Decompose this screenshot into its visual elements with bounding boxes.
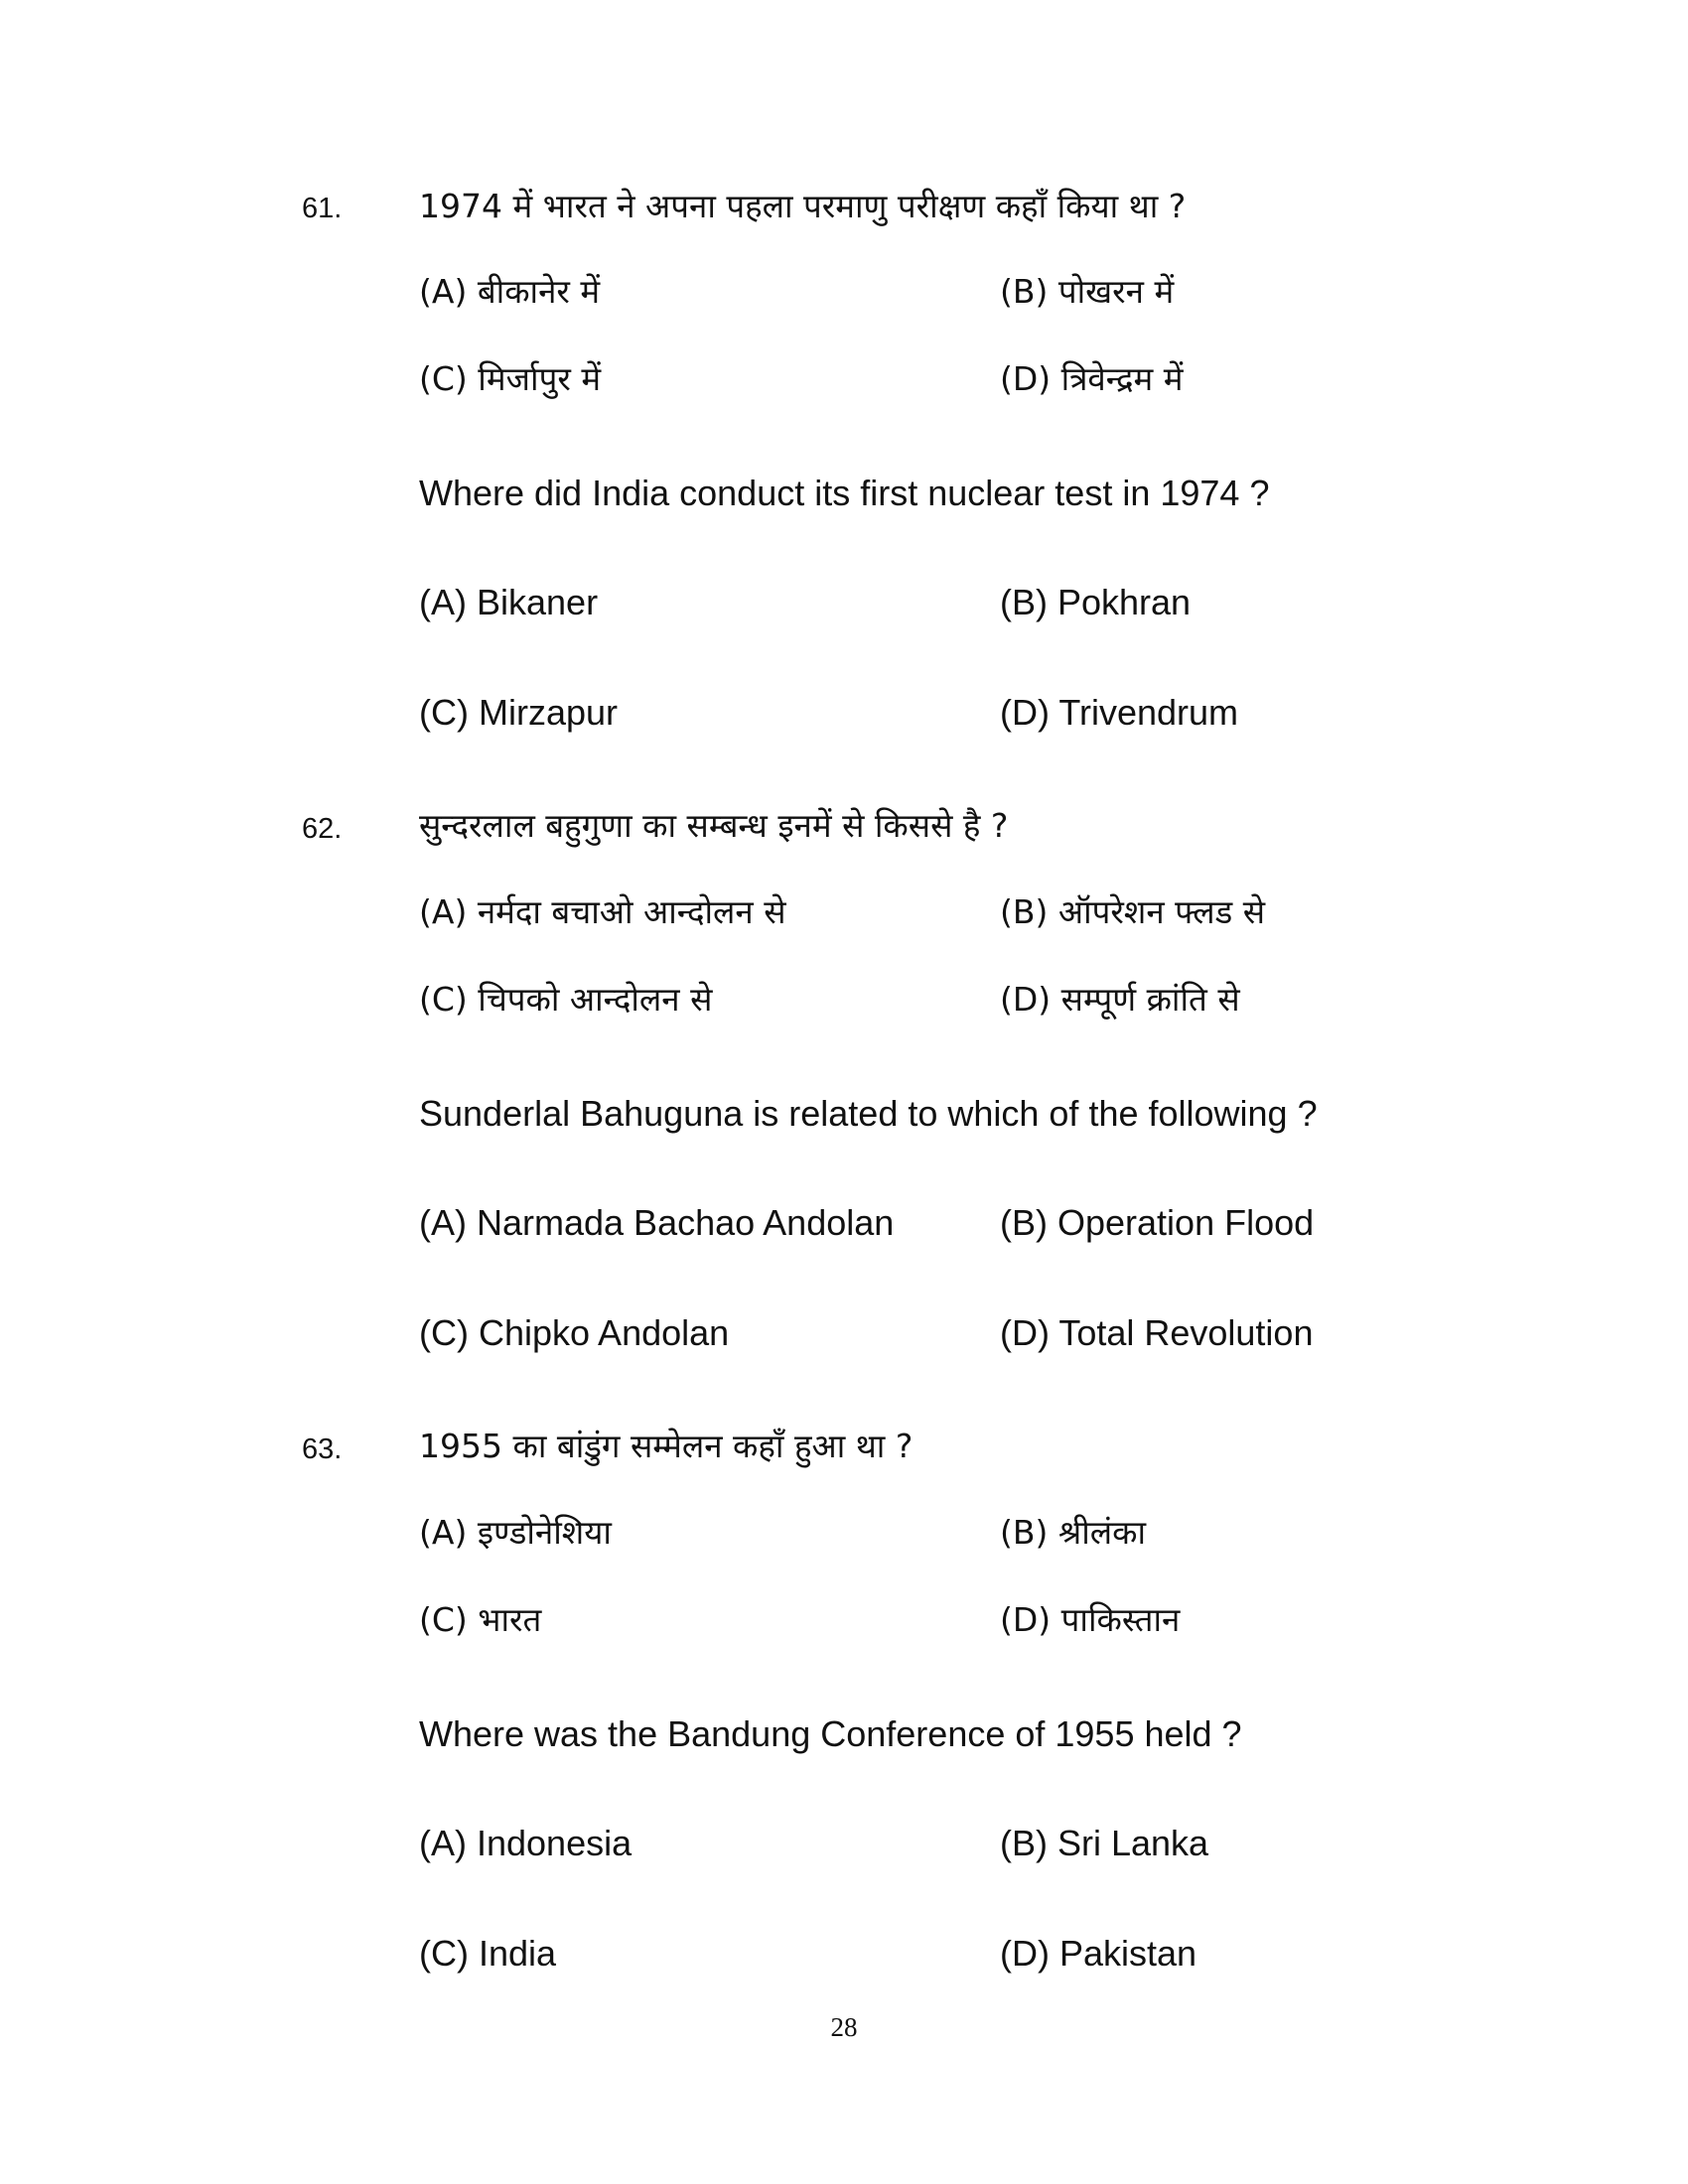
page-number: 28	[830, 2012, 858, 2042]
english-option-b: (B) Sri Lanka	[1000, 1823, 1209, 1863]
english-question-text: Sunderlal Bahuguna is related to which of the following ?	[419, 1093, 1318, 1134]
hindi-option-d: (D) त्रिवेन्द्रम में	[1000, 359, 1184, 398]
hindi-question-text: सुन्दरलाल बहुगुणा का सम्बन्ध इनमें से किससे है ?	[419, 806, 1009, 845]
question-number: 62.	[302, 813, 343, 845]
hindi-question-text: 1974 में भारत ने अपना पहला परमाणु परीक्षण कहाँ किया था ?	[419, 187, 1187, 225]
hindi-option-b: (B) श्रीलंका	[1000, 1513, 1147, 1552]
english-option-d: (D) Trivendrum	[1000, 692, 1239, 733]
english-option-c: (C) India	[419, 1933, 557, 1974]
hindi-question-text: 1955 का बांडुंग सम्मेलन कहाँ हुआ था ?	[419, 1427, 914, 1465]
hindi-option-c: (C) चिपको आन्दोलन से	[419, 980, 713, 1019]
question-number: 63.	[302, 1433, 343, 1465]
english-option-b: (B) Pokhran	[1000, 582, 1192, 622]
english-option-a: (A) Narmada Bachao Andolan	[419, 1202, 895, 1243]
english-option-b: (B) Operation Flood	[1000, 1202, 1315, 1243]
question-number: 61.	[302, 193, 343, 224]
hindi-option-a: (A) बीकानेर में	[419, 272, 601, 311]
english-option-c: (C) Chipko Andolan	[419, 1312, 730, 1353]
hindi-option-a: (A) नर्मदा बचाओ आन्दोलन से	[419, 892, 786, 931]
english-option-d: (D) Pakistan	[1000, 1933, 1197, 1974]
english-option-a: (A) Indonesia	[419, 1823, 633, 1863]
hindi-option-d: (D) सम्पूर्ण क्रांति से	[1000, 980, 1240, 1019]
hindi-option-b: (B) पोखरन में	[1000, 272, 1175, 311]
hindi-option-b: (B) ऑपरेशन फ्लड से	[1000, 892, 1266, 931]
hindi-option-c: (C) मिर्जापुर में	[419, 359, 602, 398]
english-option-d: (D) Total Revolution	[1000, 1312, 1314, 1353]
english-question-text: Where did India conduct its first nuclear test in 1974 ?	[419, 473, 1270, 513]
english-option-c: (C) Mirzapur	[419, 692, 619, 733]
hindi-option-c: (C) भारत	[419, 1600, 542, 1639]
english-option-a: (A) Bikaner	[419, 582, 599, 622]
hindi-option-a: (A) इण्डोनेशिया	[419, 1513, 612, 1552]
hindi-option-d: (D) पाकिस्तान	[1000, 1600, 1181, 1639]
english-question-text: Where was the Bandung Conference of 1955 held ?	[419, 1713, 1242, 1754]
